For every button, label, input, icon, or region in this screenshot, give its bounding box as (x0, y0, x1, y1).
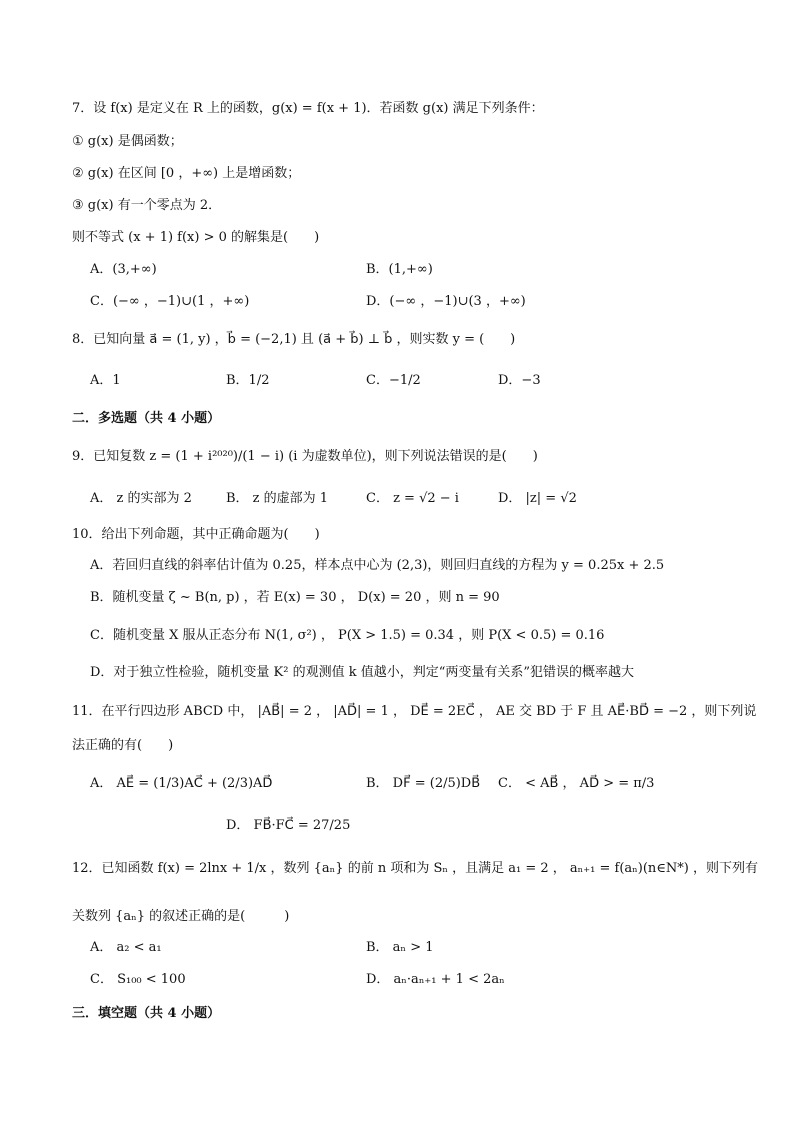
q7-option-c: C．(−∞ ，−1)∪(1 ，+∞) (90, 294, 250, 309)
q11-stem-line-2: 法正确的有( ) (72, 738, 174, 753)
q10-option-a: A．若回归直线的斜率估计值为 0.25，样本点中心为 (2,3)，则回归直线的方程为 y = 0.25x + 2.5 (90, 558, 665, 573)
q12-stem-line-1: 12．已知函数 f(x) = 2lnx + 1/x ，数列 {aₙ} 的前 n 项和为 Sₙ ，且满足 a₁ = 2 ， aₙ₊₁ = f(aₙ)(n∈N*) ，则下列有 (72, 861, 759, 876)
q7-question: 则不等式 (x + 1) f(x) > 0 的解集是( ) (72, 230, 320, 245)
q11-option-b: B． DF⃗ = (2/5)DB⃗ (366, 776, 481, 791)
q7-stem: 7．设 f(x) 是定义在 R 上的函数，g(x) = f(x + 1)．若函数 g(x) 满足下列条件： (72, 101, 544, 116)
q7-option-a: A．(3,+∞) (90, 262, 157, 277)
q9-option-c: C． z = √2 − i (366, 491, 459, 506)
q12-stem-line-2: 关数列 {aₙ} 的叙述正确的是( ) (72, 909, 290, 924)
q11-stem-line-1: 11．在平行四边形 ABCD 中， |AB⃗| = 2 ， |AD⃗| = 1 ， DE⃗ = 2EC⃗ ， AE 交 BD 于 F 且 AE⃗·BD⃗ = −2 ，则下列说 (72, 704, 757, 719)
q10-stem: 10．给出下列命题，其中正确命题为( ) (72, 527, 320, 542)
q12-option-a: A． a₂ < a₁ (90, 940, 162, 955)
q9-option-d: D． |z| = √2 (498, 491, 577, 506)
q12-option-c: C． S₁₀₀ < 100 (90, 972, 186, 987)
q8-option-b: B．1/2 (226, 373, 270, 388)
q11-option-a: A． AE⃗ = (1/3)AC⃗ + (2/3)AD⃗ (90, 776, 273, 791)
q12-option-b: B． aₙ > 1 (366, 940, 434, 955)
q7-option-b: B．(1,+∞) (366, 262, 433, 277)
q8-option-d: D．−3 (498, 373, 541, 388)
q8-option-c: C．−1/2 (366, 373, 421, 388)
q11-option-d: D． FB⃗·FC⃗ = 27/25 (226, 818, 351, 833)
q11-option-c: C． < AB⃗ ， AD⃗ > = π/3 (498, 776, 655, 791)
q9-option-b: B． z 的虚部为 1 (226, 491, 329, 506)
q9-option-a: A． z 的实部为 2 (90, 491, 192, 506)
q9-stem: 9．已知复数 z = (1 + i²⁰²⁰)/(1 − i) (i 为虚数单位)，则下列说法错误的是( ) (72, 449, 538, 464)
q7-option-d: D．(−∞ ，−1)∪(3 ，+∞) (366, 294, 526, 309)
q12-option-d: D． aₙ·aₙ₊₁ + 1 < 2aₙ (366, 972, 505, 987)
q7-condition-3: ③ g(x) 有一个零点为 2． (72, 198, 222, 213)
q10-option-b: B．随机变量 ζ ~ B(n, p) ，若 E(x) = 30 ， D(x) = 20 ，则 n = 90 (90, 590, 500, 605)
q8-stem: 8．已知向量 a⃗ = (1, y) ，b⃗ = (−2,1) 且 (a⃗ + b⃗) ⊥ b⃗ ，则实数 y = ( ) (72, 332, 516, 347)
q8-option-a: A．1 (90, 373, 121, 388)
q10-option-c: C．随机变量 X 服从正态分布 N(1, σ²) ， P(X > 1.5) = 0.34 ，则 P(X < 0.5) = 0.16 (90, 628, 605, 643)
q7-condition-2: ② g(x) 在区间 [0 ，+∞) 上是增函数； (72, 166, 301, 181)
q10-option-d: D．对于独立性检验，随机变量 K² 的观测值 k 值越小，判定“两变量有关系”犯错误的概率越大 (90, 665, 635, 680)
q7-condition-1: ① g(x) 是偶函数； (72, 134, 183, 149)
section-heading-multiple-choice: 二．多选题（共 4 小题） (72, 411, 221, 426)
section-heading-fill-in: 三．填空题（共 4 小题） (72, 1006, 221, 1021)
